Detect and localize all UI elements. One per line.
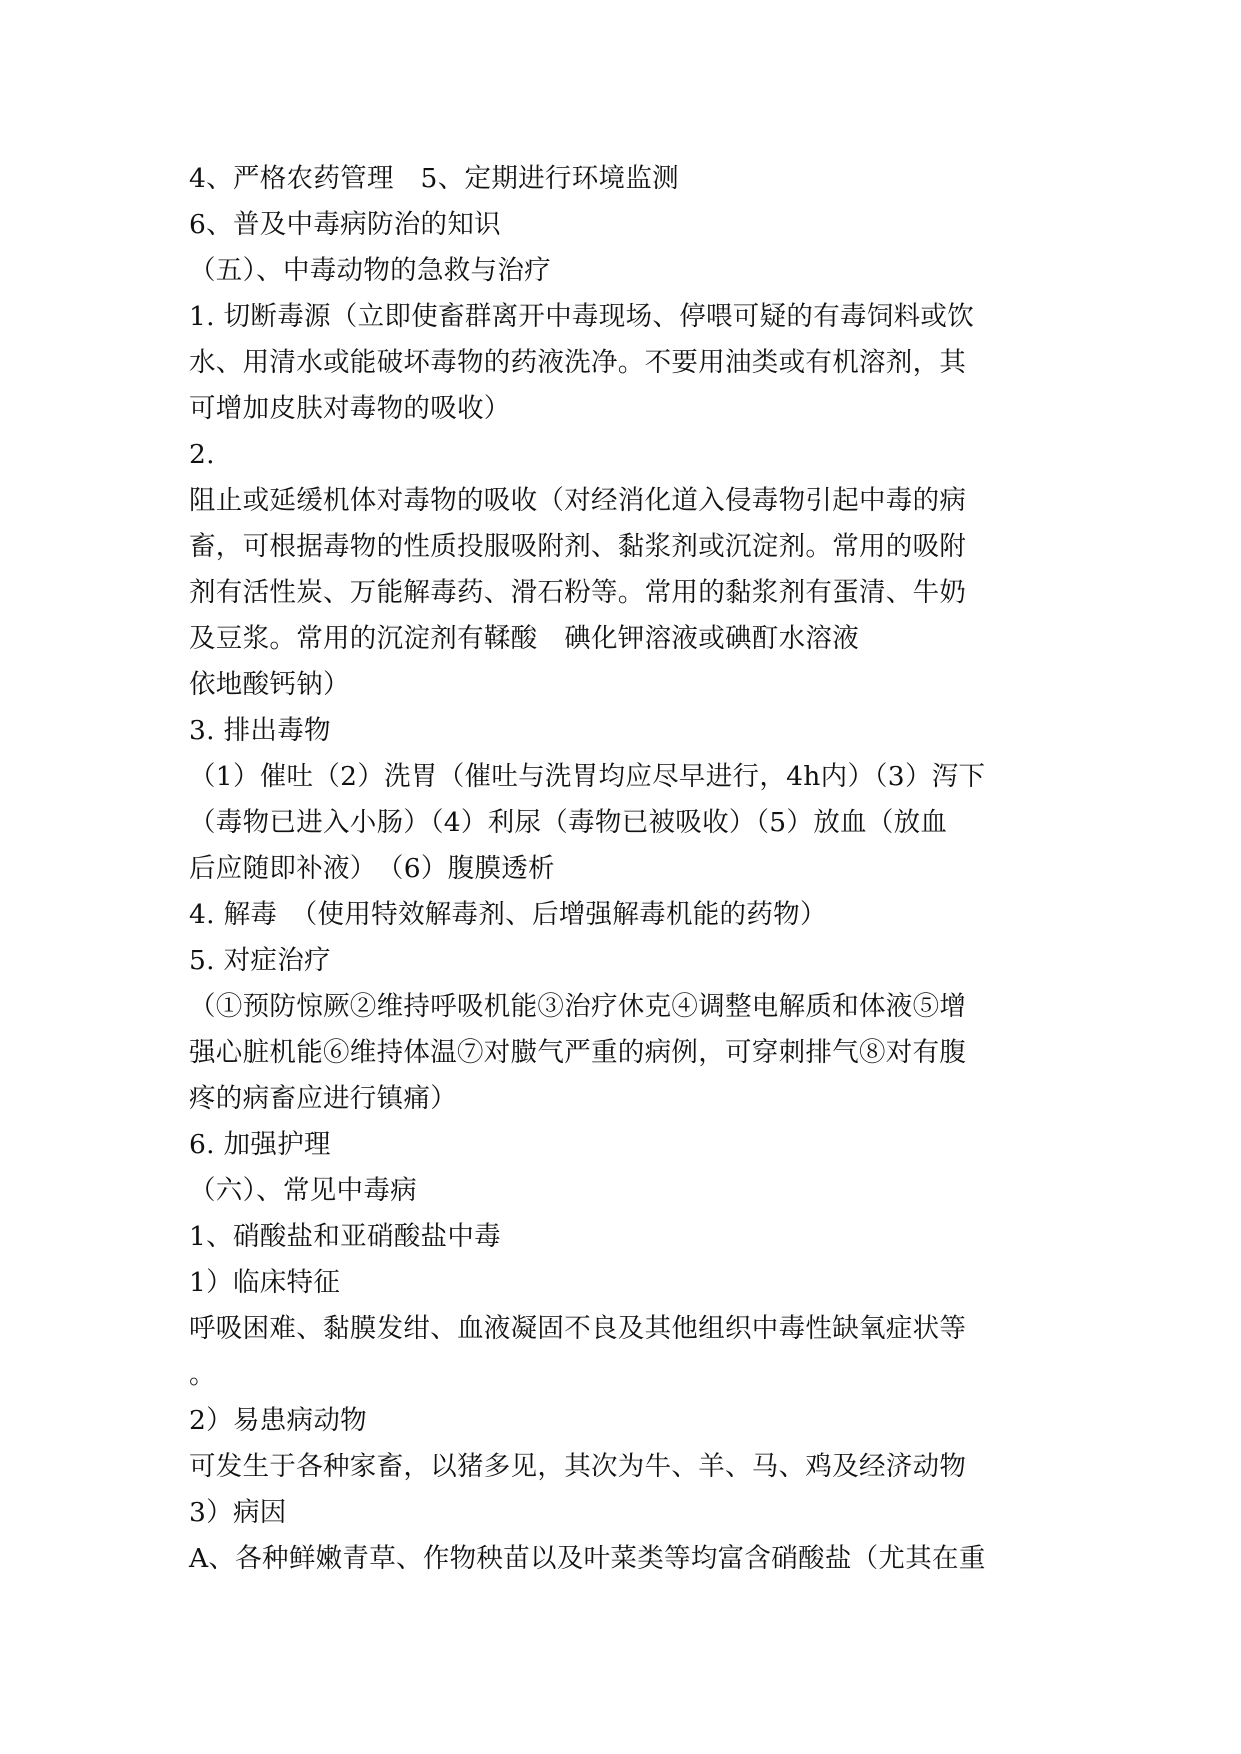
text-line: 4、严格农药管理 5、定期进行环境监测 (189, 163, 679, 194)
text-line: 可增加皮肤对毒物的吸收） (189, 393, 511, 424)
text-line: 1）临床特征 (189, 1267, 341, 1298)
text-line: 3. 排出毒物 (189, 715, 331, 746)
text-line: 水、用清水或能破坏毒物的药液洗净。不要用油类或有机溶剂，其 (189, 347, 967, 378)
text-line: 5. 对症治疗 (189, 945, 331, 976)
text-line: 后应随即补液） （6）腹膜透析 (189, 853, 555, 884)
section-heading: （六）、常见中毒病 (189, 1175, 417, 1206)
document-body (189, 156, 1069, 1582)
text-line: 3）病因 (189, 1497, 287, 1528)
section-heading: （五）、中毒动物的急救与治疗 (189, 255, 551, 286)
text-line: 6. 加强护理 (189, 1129, 331, 1160)
text-line: 畜，可根据毒物的性质投服吸附剂、黏浆剂或沉淀剂。常用的吸附 (189, 531, 967, 562)
text-line: （①预防惊厥②维持呼吸机能③治疗休克④调整电解质和体液⑤增 (189, 991, 967, 1022)
text-line: 依地酸钙钠） (189, 669, 350, 700)
text-line: 2. (189, 439, 215, 470)
text-line: 1、硝酸盐和亚硝酸盐中毒 (189, 1221, 501, 1252)
text-line: （1）催吐（2）洗胃（催吐与洗胃均应尽早进行，4h内）（3）泻下 (189, 761, 986, 792)
text-line: 强心脏机能⑥维持体温⑦对臌气严重的病例，可穿刺排气⑧对有腹 (189, 1037, 967, 1068)
text-line: 6、普及中毒病防治的知识 (189, 209, 501, 240)
text-line: 。 (189, 1359, 216, 1390)
text-line: 呼吸困难、黏膜发绀、血液凝固不良及其他组织中毒性缺氧症状等 (189, 1313, 967, 1344)
text-line: 可发生于各种家畜，以猪多见，其次为牛、羊、马、鸡及经济动物 (189, 1451, 967, 1482)
text-line: 及豆浆。常用的沉淀剂有鞣酸 碘化钾溶液或碘酊水溶液 (189, 623, 859, 654)
text-line: 4. 解毒 （使用特效解毒剂、后增强解毒机能的药物） (189, 899, 827, 930)
text-line: 阻止或延缓机体对毒物的吸收（对经消化道入侵毒物引起中毒的病 (189, 485, 967, 516)
text-line: 2）易患病动物 (189, 1405, 367, 1436)
text-line: 疼的病畜应进行镇痛） (189, 1083, 457, 1114)
text-line: A、各种鲜嫩青草、作物秧苗以及叶菜类等均富含硝酸盐（尤其在重 (189, 1543, 986, 1574)
text-line: （毒物已进入小肠）（4）利尿（毒物已被吸收）（5）放血（放血 (189, 807, 948, 838)
text-line: 1. 切断毒源（立即使畜群离开中毒现场、停喂可疑的有毒饲料或饮 (189, 301, 975, 332)
text-line: 剂有活性炭、万能解毒药、滑石粉等。常用的黏浆剂有蛋清、牛奶 (189, 577, 967, 608)
